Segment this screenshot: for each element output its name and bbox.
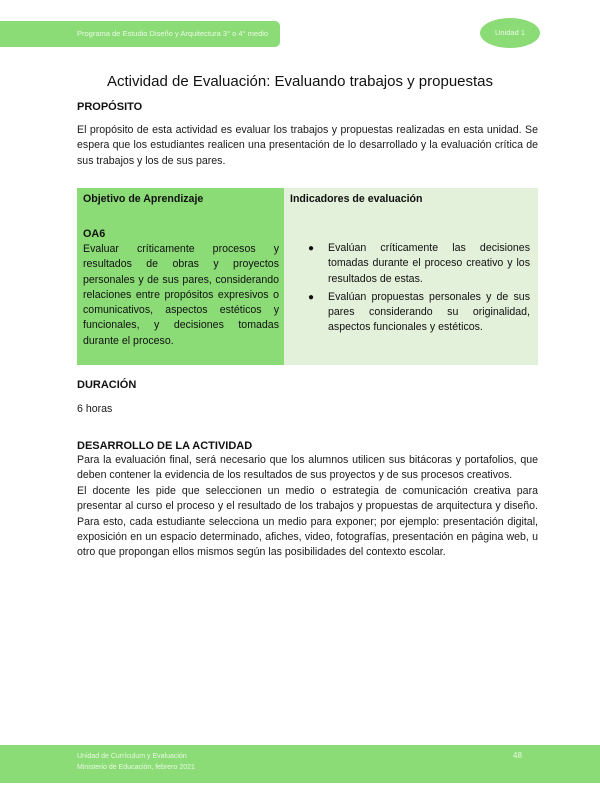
page-number: 48 [513,751,522,760]
bullet-icon: ● [308,243,315,254]
oa-code: OA6 [83,228,106,240]
purpose-heading: PROPÓSITO [77,101,143,113]
objective-column [77,188,284,365]
objectives-table [77,188,538,365]
duration-heading: DURACIÓN [77,379,137,391]
duration-value: 6 horas [77,403,113,415]
program-header-bar [0,21,280,47]
development-paragraph-2: El docente les pide que seleccionen un medio o estrategia de comunicación creativa para presentar al curso el proceso y el resultado de los trabajos y propuestas de arquitectura y diseño. Para esto, cada estudiante selecciona un medio para exponer; por ejemplo: presentación digital, exposición en un espacio determinado, afiches, video, fotografías, presentación en página web, u otro que propongan ellos mismos según las posibilidades del contexto escolar. [77,485,538,559]
indicator-item [308,241,530,287]
indicator-text: Evalúan propuestas personales y de sus pares considerando su originalidad, aspectos funcionales y estéticos. [328,290,530,334]
page-title: Actividad de Evaluación: Evaluando trabajos y propuestas [106,73,494,90]
bullet-icon: ● [308,291,315,303]
indicator-item [308,290,530,336]
indicators-list [308,241,530,339]
oa-text: Evaluar críticamente procesos y resultados de obras y proyectos personales y de sus pares, considerando relaciones entre propósitos expresivos o comunicativos, aspectos estéticos y funcionales, y decisiones tomadas durante el proceso. [83,243,279,347]
page-footer [0,745,600,783]
development-heading: DESARROLLO DE LA ACTIVIDAD [77,440,253,452]
unit-label: Unidad 1 [494,28,526,37]
indicators-column [284,188,538,365]
footer-unit: Unidad de Currículum y Evaluación [77,753,187,760]
development-paragraph-1: Para la evaluación final, será necesario que los alumnos utilicen sus bitácoras y portafolios, que deben contener la evidencia de los resultados de sus proyectos y de sus procesos creativos. [77,454,538,482]
objective-header: Objetivo de Aprendizaje [83,193,204,205]
program-title: Programa de Estudio Diseño y Arquitectura 3° o 4° medio [77,29,269,38]
unit-badge [480,18,540,48]
indicators-header: Indicadores de evaluación [290,193,423,205]
footer-ministry: Ministerio de Educación, febrero 2021 [77,764,195,771]
indicator-text: Evalúan críticamente las decisiones tomadas durante el proceso creativo y los resultados de estas. [328,242,530,285]
purpose-text: El propósito de esta actividad es evaluar los trabajos y propuestas realizadas en esta unidad. Se espera que los estudiantes realicen una presentación de lo desarrollado y la evaluación crítica de sus trabajos y los de sus pares. [77,124,538,167]
